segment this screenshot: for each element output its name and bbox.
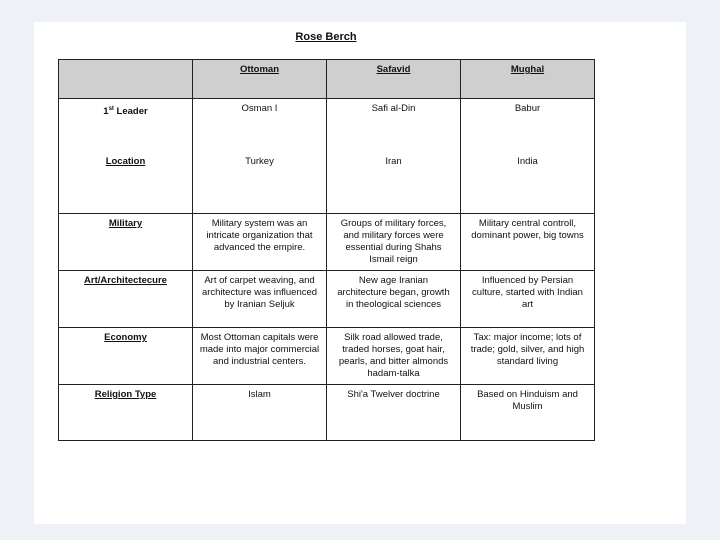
header-corner-cell xyxy=(59,60,193,99)
leader-safavid: Safi al-Din xyxy=(371,103,416,114)
row-label-religion: Religion Type xyxy=(59,385,193,441)
header-mughal: Mughal xyxy=(461,60,595,99)
military-ottoman: Military system was an intricate organization that advanced the empire. xyxy=(193,214,327,271)
table-header-row xyxy=(59,60,595,99)
table-row-leader-location xyxy=(59,99,595,214)
art-safavid: New age Iranian architecture began, growth in theological sciences xyxy=(327,271,461,328)
art-ottoman: Art of carpet weaving, and architecture was influenced by Iranian Seljuk xyxy=(193,271,327,328)
row-label-location: Location xyxy=(105,156,146,167)
leader-ottoman: Osman I xyxy=(241,103,278,114)
table-cell xyxy=(327,99,461,214)
location-ottoman: Turkey xyxy=(245,156,274,167)
table-cell xyxy=(461,99,595,214)
military-safavid: Groups of military forces, and military forces were essential during Shahs Ismail reign xyxy=(327,214,461,271)
military-mughal: Military central controll, dominant power, big towns xyxy=(461,214,595,271)
row-label-cell xyxy=(59,99,193,214)
document-title: Rose Berch xyxy=(295,31,357,43)
header-safavid: Safavid xyxy=(327,60,461,99)
leader-mughal: Babur xyxy=(514,103,541,114)
table-row-economy xyxy=(59,328,595,385)
art-mughal: Influenced by Persian culture, started with Indian art xyxy=(461,271,595,328)
table-row-art xyxy=(59,271,595,328)
location-mughal: India xyxy=(517,156,538,167)
location-safavid: Iran xyxy=(385,156,402,167)
economy-mughal: Tax: major income; lots of trade; gold, silver, and high standard living xyxy=(461,328,595,385)
row-label-military: Military xyxy=(59,214,193,271)
religion-ottoman: Islam xyxy=(193,385,327,441)
economy-safavid: Silk road allowed trade, traded horses, goat hair, pearls, and bitter almonds hadam-talka xyxy=(327,328,461,385)
table-row-religion xyxy=(59,385,595,441)
religion-mughal: Based on Hinduism and Muslim xyxy=(461,385,595,441)
row-label-leader: 1st Leader xyxy=(103,106,148,118)
comparison-table xyxy=(58,59,595,441)
row-label-economy: Economy xyxy=(59,328,193,385)
header-ottoman: Ottoman xyxy=(193,60,327,99)
religion-safavid: Shi'a Twelver doctrine xyxy=(327,385,461,441)
economy-ottoman: Most Ottoman capitals were made into major commercial and industrial centers. xyxy=(193,328,327,385)
row-label-art: Art/Architectecure xyxy=(59,271,193,328)
table-row-military xyxy=(59,214,595,271)
table-cell xyxy=(193,99,327,214)
